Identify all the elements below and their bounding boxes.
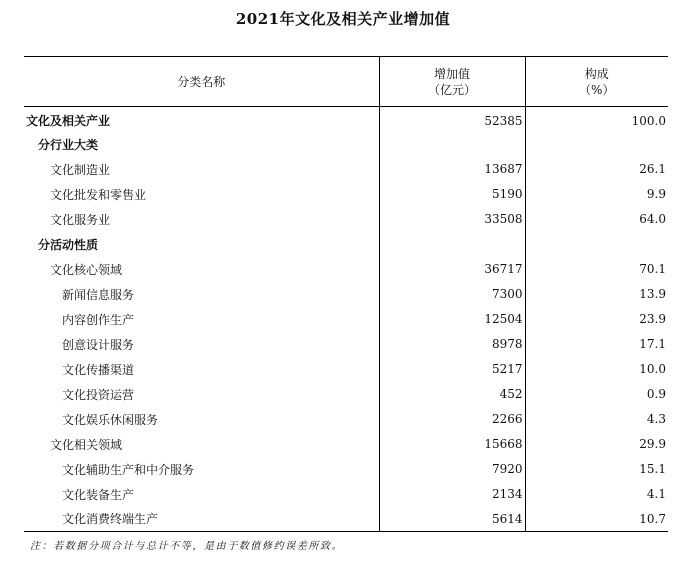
- row-share: 26.1: [639, 162, 666, 176]
- row-label: 分活动性质: [24, 232, 379, 257]
- row-value: 36717: [379, 257, 525, 282]
- row-label: 文化传播渠道: [24, 357, 379, 382]
- header-share-label: 构成: [584, 66, 609, 81]
- row-value: 2266: [379, 407, 525, 432]
- row-share: 100.0: [631, 113, 666, 128]
- row-value: 13687: [379, 157, 525, 182]
- row-share: 64.0: [639, 212, 666, 226]
- table-row: [24, 307, 668, 332]
- row-share: 13.9: [639, 287, 666, 301]
- row-label: 文化及相关产业: [24, 107, 379, 132]
- row-share: [525, 132, 668, 157]
- header-share-unit: （%）: [579, 82, 615, 97]
- row-share: 17.1: [639, 337, 666, 351]
- row-label: 创意设计服务: [24, 332, 379, 357]
- table-row: [24, 332, 668, 357]
- header-value-label: 增加值: [433, 66, 470, 81]
- row-value: 7300: [379, 282, 525, 307]
- row-share: 70.1: [639, 262, 666, 276]
- row-share: [525, 232, 668, 257]
- row-label: 内容创作生产: [24, 307, 379, 332]
- row-value: 33508: [379, 207, 525, 232]
- row-label: 文化服务业: [24, 207, 379, 232]
- row-value: 15668: [379, 432, 525, 457]
- table-row: [24, 457, 668, 482]
- row-label: 新闻信息服务: [24, 282, 379, 307]
- table-row: [24, 257, 668, 282]
- table-row: [24, 157, 668, 182]
- header-value-unit: （亿元）: [427, 82, 476, 97]
- table-body: [24, 107, 668, 532]
- table-header-row: [24, 57, 668, 107]
- table-row: [24, 207, 668, 232]
- row-label: 文化批发和零售业: [24, 182, 379, 207]
- row-value: [379, 232, 525, 257]
- row-label: 文化核心领域: [24, 257, 379, 282]
- row-label: 文化制造业: [24, 157, 379, 182]
- table-row: [24, 357, 668, 382]
- row-value: 52385: [379, 107, 525, 132]
- row-share: 4.1: [646, 487, 666, 501]
- table-row: [24, 382, 668, 407]
- table-row: [24, 482, 668, 507]
- row-value: 452: [379, 382, 525, 407]
- row-share: 4.3: [646, 412, 666, 426]
- header-share: [525, 57, 668, 107]
- row-value: 2134: [379, 482, 525, 507]
- table-row: [24, 232, 668, 257]
- row-label: 文化辅助生产和中介服务: [24, 457, 379, 482]
- row-label: 文化装备生产: [24, 482, 379, 507]
- row-share: 23.9: [639, 312, 666, 326]
- header-category-label: 分类名称: [177, 74, 226, 89]
- row-value: 8978: [379, 332, 525, 357]
- row-value: 7920: [379, 457, 525, 482]
- table-row: [24, 507, 668, 532]
- row-value: 12504: [379, 307, 525, 332]
- row-value: [379, 132, 525, 157]
- table-title: 2021年文化及相关产业增加值: [235, 10, 451, 28]
- row-share: 29.9: [639, 437, 666, 451]
- row-value: 5614: [379, 507, 525, 532]
- footnote: 注：若数据分项合计与总计不等，是由于数值修约误差所致。: [30, 541, 344, 552]
- row-value: 5190: [379, 182, 525, 207]
- row-share: 10.7: [525, 507, 668, 532]
- header-value: [379, 57, 525, 107]
- row-share: 0.9: [646, 387, 666, 401]
- table-row: [24, 132, 668, 157]
- row-label: 文化投资运营: [24, 382, 379, 407]
- table-row: [24, 107, 668, 132]
- row-label: 分行业大类: [24, 132, 379, 157]
- row-label: 文化相关领域: [24, 432, 379, 457]
- row-label: 文化娱乐休闲服务: [24, 407, 379, 432]
- header-category: [24, 57, 379, 107]
- row-share: 9.9: [646, 187, 666, 201]
- row-label: 文化消费终端生产: [24, 507, 379, 532]
- table-row: [24, 282, 668, 307]
- data-table: [24, 56, 668, 532]
- row-value: 5217: [379, 357, 525, 382]
- row-share: 10.0: [639, 362, 666, 376]
- table-row: [24, 432, 668, 457]
- table-row: [24, 407, 668, 432]
- row-share: 15.1: [639, 462, 666, 476]
- table-row: [24, 182, 668, 207]
